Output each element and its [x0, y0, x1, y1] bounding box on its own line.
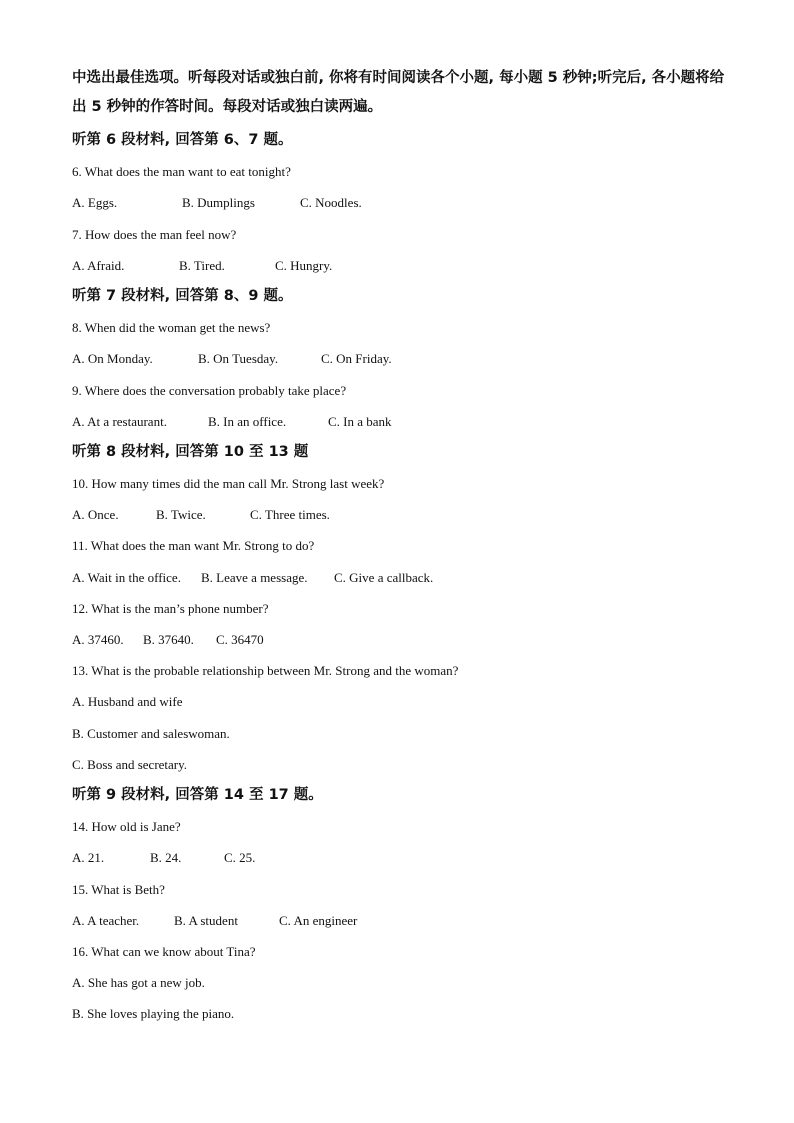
option-13c: C. Boss and secretary.: [72, 756, 188, 772]
options-9: [72, 406, 732, 437]
option-10a: A. Once.: [72, 507, 119, 523]
option-11b: B. Leave a message.: [201, 569, 308, 585]
question-16: 16. What can we know about Tina?: [72, 943, 256, 959]
question-13: 13. What is the probable relationship between Mr. Strong and the woman?: [72, 663, 459, 679]
question-9: 9. Where does the conversation probably take place?: [72, 382, 347, 398]
option-6b: B. Dumplings: [182, 195, 255, 211]
option-8b: B. On Tuesday.: [198, 351, 279, 367]
option-9a: A. At a restaurant.: [72, 413, 167, 429]
option-11c: C. Give a callback.: [334, 569, 434, 585]
option-7c: C. Hungry.: [275, 257, 333, 273]
options-7: [72, 250, 732, 281]
options-11: [72, 562, 732, 593]
instructions-text: 中选出最佳选项。听每段对话或独白前, 你将有时间阅读各个小题, 每小题 5 秒钟;听完后, 各小题将给出 5 秒钟的作答时间。每段对话或独白读两遍。: [72, 70, 725, 115]
section-heading-8: 听第 8 段材料, 回答第 10 至 13 题: [72, 443, 309, 460]
option-14c: C. 25.: [224, 850, 256, 866]
option-9c: C. In a bank: [328, 413, 392, 429]
option-14b: B. 24.: [150, 850, 182, 866]
question-7: 7. How does the man feel now?: [72, 226, 237, 242]
options-6: [72, 187, 732, 218]
section-heading-7: 听第 7 段材料, 回答第 8、9 题。: [72, 287, 293, 304]
question-11: 11. What does the man want Mr. Strong to do?: [72, 538, 315, 554]
option-10c: C. Three times.: [250, 507, 330, 523]
option-6c: C. Noodles.: [300, 195, 362, 211]
option-16b: B. She loves playing the piano.: [72, 1006, 235, 1022]
question-12: 12. What is the man’s phone number?: [72, 600, 269, 616]
option-8c: C. On Friday.: [321, 351, 392, 367]
option-7a: A. Afraid.: [72, 257, 125, 273]
option-7b: B. Tired.: [179, 257, 225, 273]
option-14a: A. 21.: [72, 850, 105, 866]
option-11a: A. Wait in the office.: [72, 569, 181, 585]
option-13a: A. Husband and wife: [72, 694, 183, 710]
options-12: [72, 624, 732, 655]
section-heading-6: 听第 6 段材料, 回答第 6、7 题。: [72, 132, 293, 148]
option-15b: B. A student: [174, 912, 238, 928]
option-10b: B. Twice.: [156, 507, 206, 523]
question-15: 15. What is Beth?: [72, 881, 165, 897]
option-6a: A. Eggs.: [72, 195, 118, 211]
option-9b: B. In an office.: [208, 413, 287, 429]
question-8: 8. When did the woman get the news?: [72, 320, 271, 336]
option-12b: B. 37640.: [143, 632, 194, 647]
options-14: [72, 842, 732, 873]
option-15a: A. A teacher.: [72, 912, 140, 928]
option-13b: B. Customer and saleswoman.: [72, 725, 230, 741]
option-8a: A. On Monday.: [72, 351, 153, 367]
option-12c: C. 36470: [216, 632, 264, 647]
section-heading-9: 听第 9 段材料, 回答第 14 至 17 题。: [72, 786, 323, 803]
options-8: [72, 343, 732, 374]
exam-page: [72, 64, 732, 1029]
option-16a: A. She has got a new job.: [72, 975, 205, 991]
question-14: 14. How old is Jane?: [72, 819, 181, 835]
options-10: [72, 499, 732, 530]
options-15: [72, 905, 732, 936]
option-12a: A. 37460.: [72, 632, 124, 647]
question-6: 6. What does the man want to eat tonight?: [72, 164, 291, 180]
option-15c: C. An engineer: [279, 912, 358, 928]
question-10: 10. How many times did the man call Mr. Strong last week?: [72, 476, 385, 492]
